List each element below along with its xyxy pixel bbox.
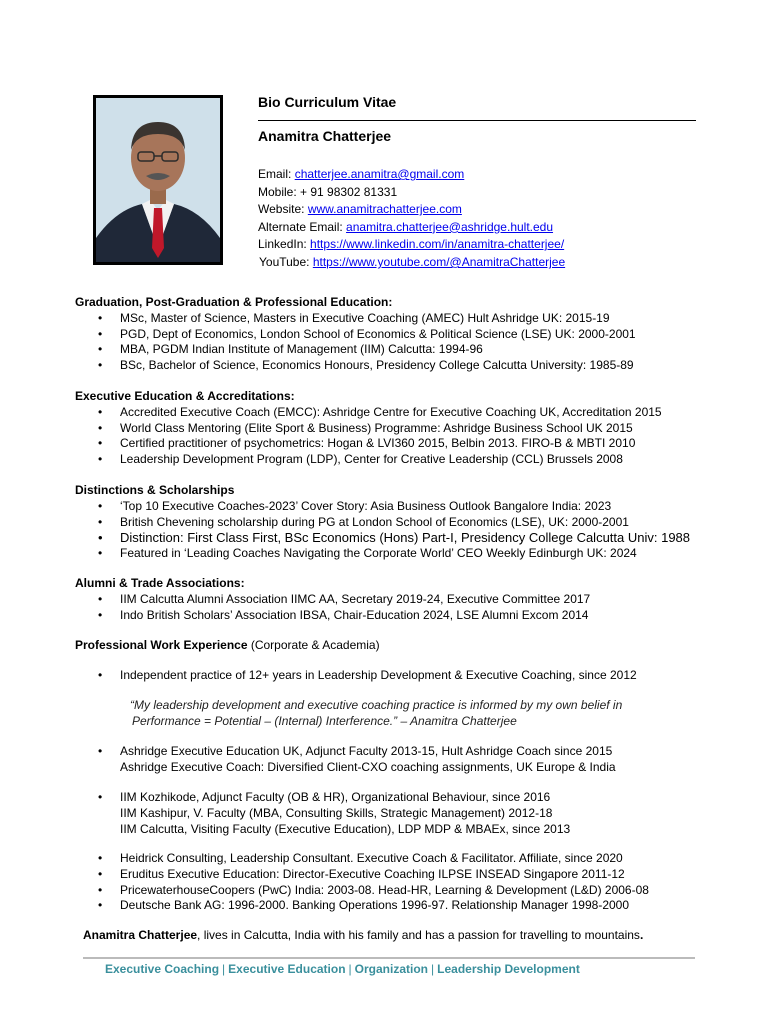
list-item: • IIM Calcutta Alumni Association IIMC AA, Secretary 2019-24, Executive Committee 2017 (75, 592, 755, 608)
closing-statement (83, 928, 643, 942)
footer-separator: | (222, 962, 226, 976)
linkedin-label: LinkedIn: (258, 237, 311, 252)
work-others (75, 851, 755, 914)
footer-separator: | (431, 962, 435, 976)
email-label: Email: (258, 167, 295, 181)
exec-ed-section (75, 389, 755, 468)
linkedin-row (258, 236, 565, 254)
list-item: • World Class Mentoring (Elite Sport & Business) Programme: Ashridge Business School UK 2015 (75, 421, 755, 437)
website-row (258, 201, 565, 219)
exec-ed-list (75, 405, 755, 468)
footer-item-executive-coaching: Executive Coaching (105, 962, 220, 976)
list-item: • British Chevening scholarship during PG at London School of Economics (LSE), UK: 2000-2001 (75, 515, 755, 531)
closing-text: , lives in Calcutta, India with his family and has a passion for travelling to mountains (197, 928, 640, 942)
list-item: • Distinction: First Class First, BSc Economics (Hons) Part-I, Presidency College Calcutta Univ: 1988 (75, 530, 755, 546)
iim-line: IIM Calcutta, Visiting Faculty (Executive Education), LDP MDP & MBAEx, since 2013 (120, 821, 571, 836)
distinctions-section (75, 483, 755, 562)
alumni-list (75, 592, 755, 624)
education-list (75, 311, 755, 374)
footer-separator: | (348, 962, 352, 976)
list-item: • PricewaterhouseCoopers (PwC) India: 2003-08. Head-HR, Learning & Development (L&D) 2006-08 (75, 883, 755, 899)
work-list (75, 851, 755, 914)
work-ashridge (75, 744, 755, 776)
distinctions-list (75, 499, 755, 562)
list-item: • BSc, Bachelor of Science, Economics Honours, Presidency College Calcutta University: 1985-89 (75, 358, 755, 374)
work-iim (75, 790, 755, 837)
contact-block (258, 166, 565, 272)
distinctions-heading: Distinctions & Scholarships (75, 483, 235, 497)
email-link[interactable]: chatterjee.anamitra@gmail.com (294, 167, 465, 181)
alumni-section (75, 576, 755, 623)
education-section (75, 295, 755, 374)
footer-item-executive-education: Executive Education (228, 962, 346, 976)
email-row (258, 166, 565, 184)
work-section-heading (75, 638, 755, 654)
quote-line: Performance = Potential – (Internal) Interference.” – Anamitra Chatterjee (132, 713, 517, 728)
education-heading: Graduation, Post-Graduation & Professional Education: (75, 295, 393, 309)
exec-ed-heading: Executive Education & Accreditations: (75, 389, 295, 403)
list-item: • Eruditus Executive Education: Director-Executive Coaching ILPSE INSEAD Singapore 2011-12 (75, 867, 755, 883)
footer-tagline (105, 962, 580, 976)
list-item: • Leadership Development Program (LDP), Center for Creative Leadership (CCL) Brussels 2008 (75, 452, 755, 468)
youtube-label: YouTube: (259, 254, 313, 269)
document-title: Bio Curriculum Vitae (258, 94, 397, 110)
alumni-heading: Alumni & Trade Associations: (75, 576, 245, 590)
list-item: • Deutsche Bank AG: 1996-2000. Banking Operations 1996-97. Relationship Manager 1998-2000 (75, 898, 755, 914)
list-item: • PGD, Dept of Economics, London School of Economics & Political Science (LSE) UK: 2000-2001 (75, 327, 755, 343)
list-item: • Heidrick Consulting, Leadership Consultant. Executive Coach & Facilitator. Affiliate, since 2020 (75, 851, 755, 867)
linkedin-link[interactable]: https://www.linkedin.com/in/anamitra-chatterjee/ (310, 237, 565, 252)
closing-end: . (639, 928, 644, 942)
list-item: • Independent practice of 12+ years in Leadership Development & Executive Coaching, since 2012 (75, 668, 755, 684)
list-item: • Featured in ‘Leading Coaches Navigating the Corporate World’ CEO Weekly Edinburgh UK: 2024 (75, 546, 755, 562)
youtube-row (258, 254, 565, 272)
list-item (75, 744, 755, 776)
iim-line: • IIM Kozhikode, Adjunct Faculty (OB & HR), Organizational Behaviour, since 2016 (120, 790, 551, 804)
closing-name: Anamitra Chatterjee (83, 928, 198, 942)
list-item: • MSc, Master of Science, Masters in Executive Coaching (AMEC) Hult Ashridge UK: 2015-19 (75, 311, 755, 327)
ashridge-line: • Ashridge Executive Education UK, Adjunct Faculty 2013-15, Hult Ashridge Coach since 2015 (120, 744, 613, 758)
footer-divider (83, 957, 695, 959)
list-item: • Accredited Executive Coach (EMCC): Ashridge Centre for Executive Coaching UK, Accreditation 2015 (75, 405, 755, 421)
mobile-row (258, 184, 565, 202)
quote-block (130, 698, 690, 729)
alt-email-link[interactable]: anamitra.chatterjee@ashridge.hult.edu (346, 219, 554, 234)
website-link[interactable]: www.anamitrachatterjee.com (307, 202, 462, 217)
website-label: Website: (258, 202, 308, 217)
mobile-number: + 91 98302 81331 (300, 184, 398, 199)
youtube-link[interactable]: https://www.youtube.com/@AnamitraChatterjee (312, 254, 566, 269)
person-name: Anamitra Chatterjee (258, 128, 392, 144)
quote-line: “My leadership development and executive coaching practice is informed by my own belief in (130, 698, 623, 712)
work-independent (75, 668, 755, 684)
ashridge-line: Ashridge Executive Coach: Diversified Client-CXO coaching assignments, UK Europe & India (120, 759, 616, 774)
work-heading: Professional Work Experience (75, 638, 248, 652)
header-divider (258, 120, 696, 121)
alt-email-label: Alternate Email: (258, 219, 347, 234)
profile-photo (93, 95, 223, 265)
footer-item-leadership-development: Leadership Development (437, 962, 580, 976)
list-item: • ‘Top 10 Executive Coaches-2023’ Cover Story: Asia Business Outlook Bangalore India: 2023 (75, 499, 755, 515)
list-item: • Certified practitioner of psychometrics: Hogan & LVI360 2015, Belbin 2013. FIRO-B & MBTI 2010 (75, 436, 755, 452)
mobile-label: Mobile: (258, 184, 301, 199)
portrait-illustration (96, 98, 220, 262)
alt-email-row (258, 219, 565, 237)
list-item: • MBA, PGDM Indian Institute of Management (IIM) Calcutta: 1994-96 (75, 342, 755, 358)
list-item: • Indo British Scholars’ Association IBSA, Chair-Education 2024, LSE Alumni Excom 2014 (75, 608, 755, 624)
footer-item-organization: Organization (354, 962, 429, 976)
list-item (75, 790, 755, 837)
work-heading-suffix: (Corporate & Academia) (247, 638, 380, 652)
iim-line: IIM Kashipur, V. Faculty (MBA, Consulting Skills, Strategic Management) 2012-18 (120, 805, 553, 820)
